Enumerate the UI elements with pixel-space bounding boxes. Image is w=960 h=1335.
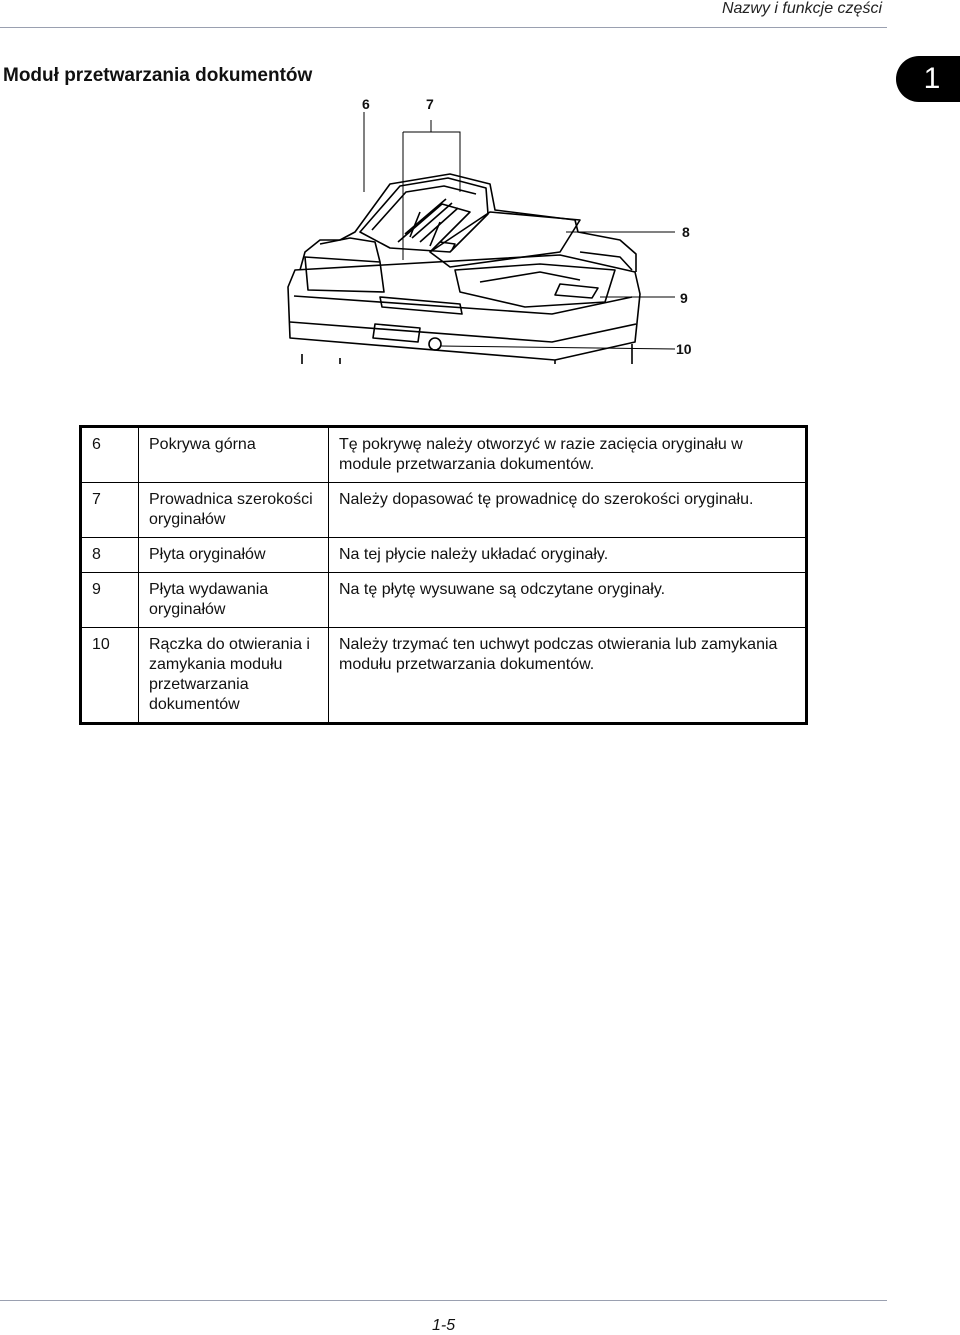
table-row bbox=[81, 427, 807, 483]
part-name: Prowadnica szerokości oryginałów bbox=[139, 483, 329, 538]
footer-divider bbox=[0, 1300, 887, 1301]
table-row bbox=[81, 538, 807, 573]
callout-8: 8 bbox=[682, 224, 690, 240]
callout-6: 6 bbox=[362, 96, 370, 112]
callout-7: 7 bbox=[426, 96, 434, 112]
part-description: Należy dopasować tę prowadnicę do szerokości oryginału. bbox=[329, 483, 807, 538]
callout-9: 9 bbox=[680, 290, 688, 306]
header-divider bbox=[0, 27, 887, 28]
parts-table bbox=[79, 425, 808, 725]
section-title: Moduł przetwarzania dokumentów bbox=[3, 65, 313, 86]
part-number: 6 bbox=[81, 427, 139, 483]
callout-10: 10 bbox=[676, 341, 692, 357]
table-row bbox=[81, 573, 807, 628]
part-description: Na tę płytę wysuwane są odczytane oryginały. bbox=[329, 573, 807, 628]
part-name: Pokrywa górna bbox=[139, 427, 329, 483]
part-name: Płyta oryginałów bbox=[139, 538, 329, 573]
part-name: Rączka do otwierania i zamykania modułu przetwarzania dokumentów bbox=[139, 628, 329, 724]
part-number: 9 bbox=[81, 573, 139, 628]
table-row bbox=[81, 483, 807, 538]
page-number: 1-5 bbox=[432, 1317, 456, 1334]
part-description: Należy trzymać ten uchwyt podczas otwierania lub zamykania modułu przetwarzania dokumentów. bbox=[329, 628, 807, 724]
table-row bbox=[81, 628, 807, 724]
document-processor-illustration bbox=[280, 92, 700, 364]
running-header: Nazwy i funkcje części bbox=[721, 0, 882, 17]
chapter-number: 1 bbox=[923, 62, 941, 95]
part-number: 8 bbox=[81, 538, 139, 573]
part-number: 7 bbox=[81, 483, 139, 538]
part-number: 10 bbox=[81, 628, 139, 724]
scanner-line-art bbox=[280, 92, 700, 364]
part-description: Na tej płycie należy układać oryginały. bbox=[329, 538, 807, 573]
part-description: Tę pokrywę należy otworzyć w razie zacięcia oryginału w module przetwarzania dokumentów. bbox=[329, 427, 807, 483]
part-name: Płyta wydawania oryginałów bbox=[139, 573, 329, 628]
chapter-tab bbox=[896, 56, 960, 102]
